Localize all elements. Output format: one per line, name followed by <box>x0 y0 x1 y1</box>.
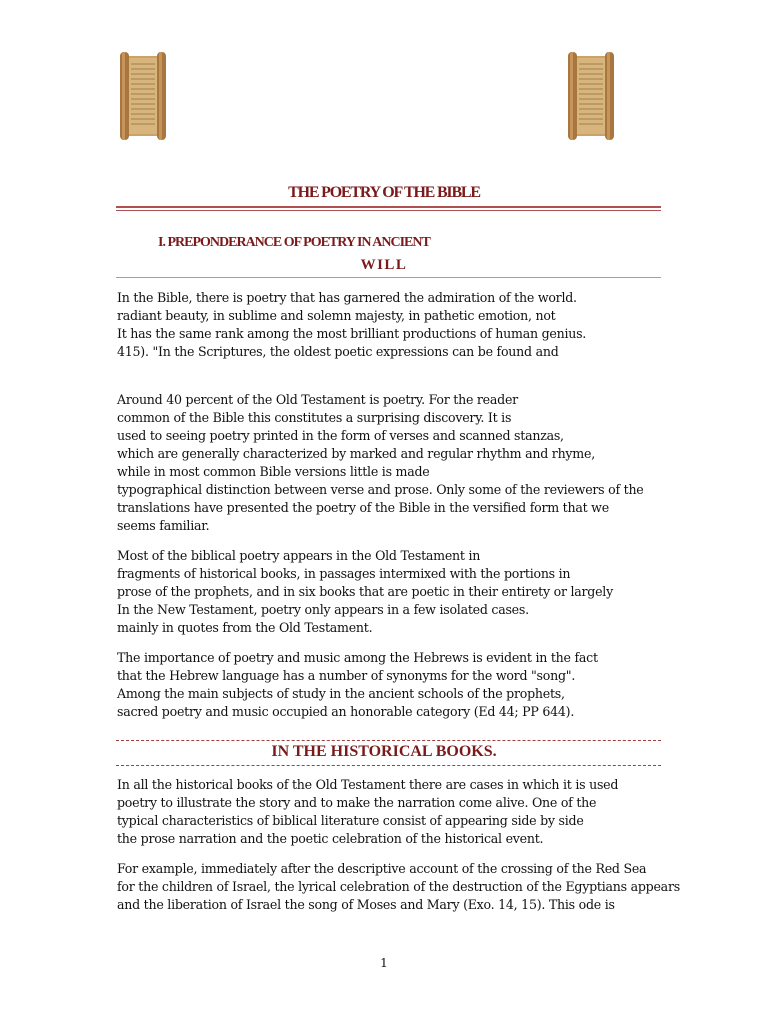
text-line: sacred poetry and music occupied an honorable category (Ed 44; PP 644). <box>117 704 575 719</box>
text-line: the prose narration and the poetic celebration of the historical event. <box>117 831 544 846</box>
paragraph-1 <box>117 289 677 361</box>
text-line: and the liberation of Israel the song of Moses and Mary (Exo. 14, 15). This ode is <box>117 897 615 912</box>
text-line: For example, immediately after the descriptive account of the crossing of the Red Sea <box>117 861 647 876</box>
text-line: used to seeing poetry printed in the form of verses and scanned stanzas, <box>117 428 564 443</box>
text-line: typographical distinction between verse and prose. Only some of the reviewers of the <box>117 482 644 497</box>
text-line: which are generally characterized by marked and regular rhythm and rhyme, <box>117 446 595 461</box>
text-line: In the Bible, there is poetry that has garnered the admiration of the world. <box>117 290 577 305</box>
subsection-rule-bottom <box>116 765 661 766</box>
paragraph-2 <box>117 391 677 535</box>
text-line: Among the main subjects of study in the ancient schools of the prophets, <box>117 686 565 701</box>
title-double-rule <box>116 206 661 211</box>
section-heading-line2: WILL <box>360 257 408 273</box>
text-line: prose of the prophets, and in six books that are poetic in their entirety or largely <box>117 584 613 599</box>
text-line: seems familiar. <box>117 518 210 533</box>
document-title: THE POETRY OF THE BIBLE <box>288 184 480 201</box>
text-line: fragments of historical books, in passages intermixed with the portions in <box>117 566 571 581</box>
subsection-rule-top <box>116 740 661 741</box>
page-number: 1 <box>380 956 388 970</box>
text-line: for the children of Israel, the lyrical celebration of the destruction of the Egyptians appears <box>117 879 680 894</box>
text-line: It has the same rank among the most brilliant productions of human genius. <box>117 326 587 341</box>
paragraph-3 <box>117 547 677 637</box>
scroll-image-right <box>566 50 616 142</box>
text-line: translations have presented the poetry of the Bible in the versified form that we <box>117 500 609 515</box>
scroll-image-left <box>118 50 168 142</box>
text-line: The importance of poetry and music among the Hebrews is evident in the fact <box>117 650 598 665</box>
text-line: radiant beauty, in sublime and solemn majesty, in pathetic emotion, not <box>117 308 556 323</box>
subsection-paragraph-2 <box>117 860 680 914</box>
text-line: poetry to illustrate the story and to make the narration come alive. One of the <box>117 795 597 810</box>
section-heading-line1: I. PREPONDERANCE OF POETRY IN ANCIENT <box>158 235 430 250</box>
text-line: Most of the biblical poetry appears in the Old Testament in <box>117 548 481 563</box>
subsection-heading: IN THE HISTORICAL BOOKS. <box>271 743 497 760</box>
text-line: typical characteristics of biblical literature consist of appearing side by side <box>117 813 584 828</box>
text-line: In all the historical books of the Old Testament there are cases in which it is used <box>117 777 619 792</box>
text-line: 415). "In the Scriptures, the oldest poetic expressions can be found and <box>117 344 559 359</box>
subsection-paragraph-1 <box>117 776 677 848</box>
text-line: In the New Testament, poetry only appears in a few isolated cases. <box>117 602 529 617</box>
section-rule <box>116 277 661 278</box>
text-line: Around 40 percent of the Old Testament is poetry. For the reader <box>117 392 518 407</box>
text-line: mainly in quotes from the Old Testament. <box>117 620 373 635</box>
paragraph-4 <box>117 649 677 721</box>
text-line: while in most common Bible versions little is made <box>117 464 430 479</box>
text-line: that the Hebrew language has a number of synonyms for the word "song". <box>117 668 576 683</box>
text-line: common of the Bible this constitutes a surprising discovery. It is <box>117 410 512 425</box>
